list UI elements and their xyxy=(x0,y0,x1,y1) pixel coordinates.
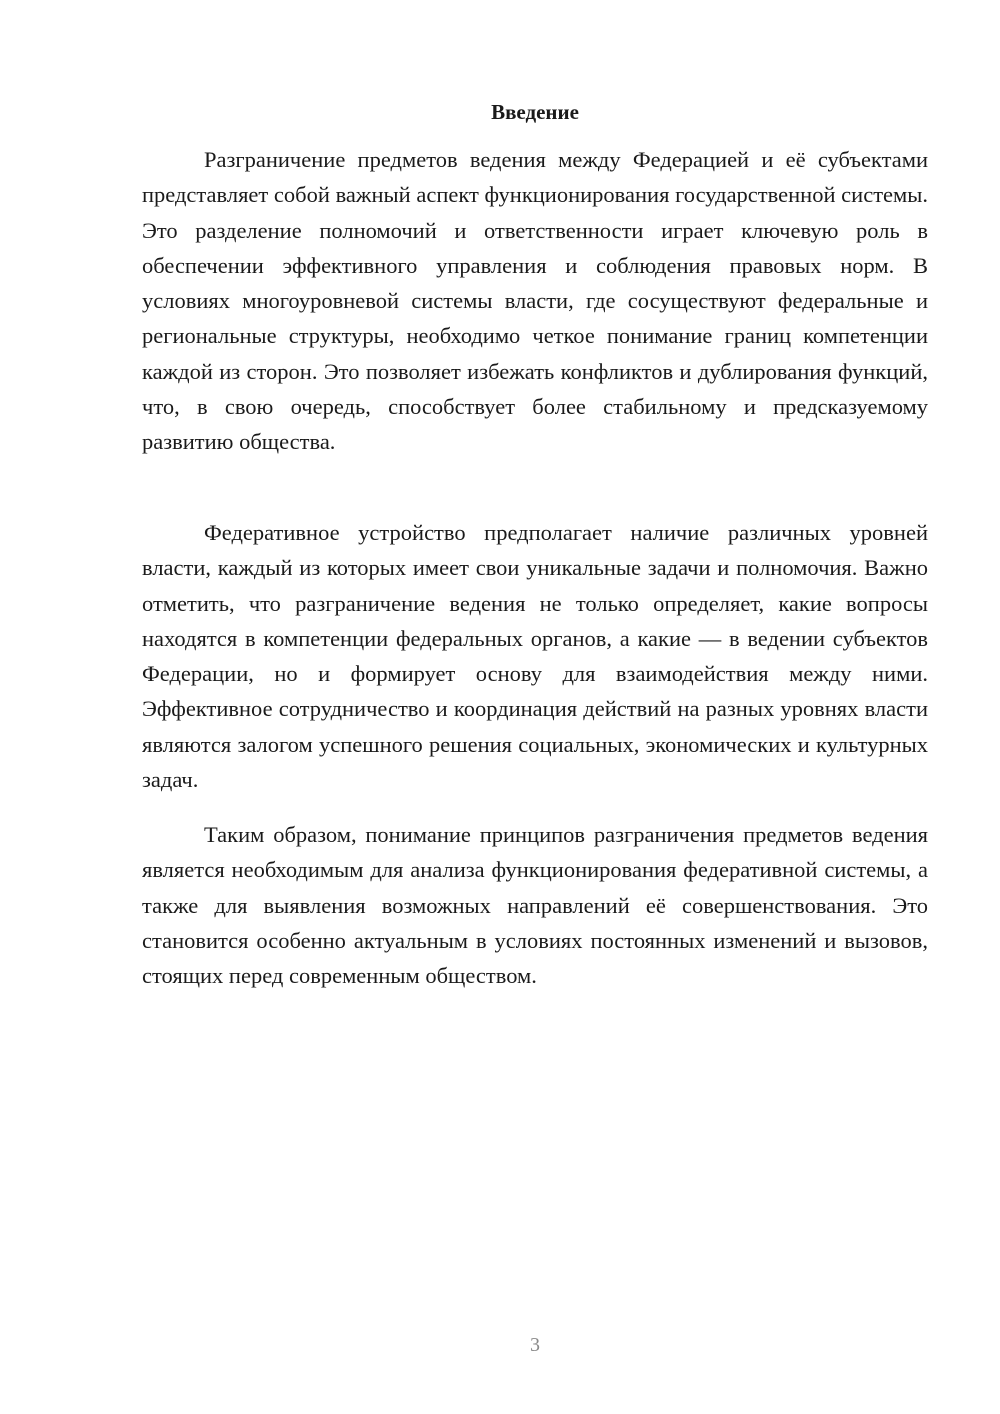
paragraph-2: Федеративное устройство предполагает наличие различных уровней власти, каждый из которых имеет свои уникальные задачи и полномочия. Важно отметить, что разграничение ведения не только определяет, какие вопросы находятся в компетенции федеральных органов, а какие — в ведении субъектов Федерации, но и формирует основу для взаимодействия между ними. Эффективное сотрудничество и координация действий на разных уровнях власти являются залогом успешного решения социальных, экономических и культурных задач. xyxy=(142,520,928,793)
paragraph-3: Таким образом, понимание принципов разграничения предметов ведения является необходимым для анализа функционирования федеративной системы, а также для выявления возможных направлений её совершенствования. Это становится особенно актуальным в условиях постоянных изменений и вызовов, стоящих перед современным обществом. xyxy=(142,822,928,989)
page-number: 3 xyxy=(530,1334,540,1356)
paragraph-1: Разграничение предметов ведения между Федерацией и её субъектами представляет собой важный аспект функционирования государственной системы. Это разделение полномочий и ответственности играет ключевую роль в обеспечении эффективного управления и соблюдения правовых норм. В условиях многоуровневой системы власти, где сосуществуют федеральные и региональные структуры, необходимо четкое понимание границ компетенции каждой из сторон. Это позволяет избежать конфликтов и дублирования функций, что, в свою очередь, способствует более стабильному и предсказуемому развитию общества. xyxy=(142,147,928,455)
page-title: Введение xyxy=(491,100,579,124)
